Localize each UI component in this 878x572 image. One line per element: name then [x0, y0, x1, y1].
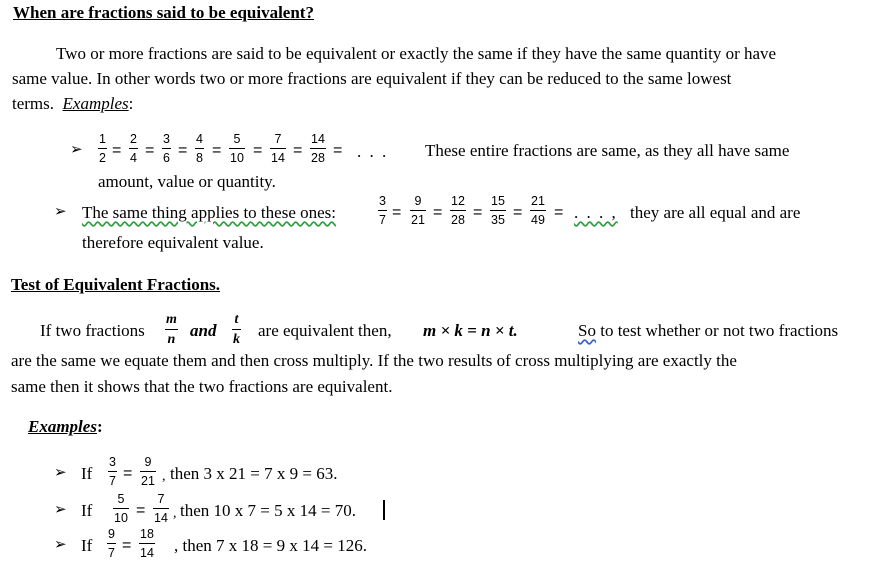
equals-sign: = [293, 142, 303, 159]
fraction [530, 195, 546, 226]
fraction [162, 133, 171, 164]
heading-equivalent-fractions: When are fractions said to be equivalent? [13, 3, 314, 22]
equals-sign: = [123, 465, 133, 482]
para2-prefix: If two fractions [40, 321, 145, 340]
ellipsis [574, 204, 618, 221]
numerator: m [166, 312, 177, 327]
numerator: t [234, 312, 239, 327]
denominator: 49 [531, 212, 545, 227]
denominator: 7 [109, 473, 116, 488]
fraction [98, 133, 107, 164]
heading-test-equivalent: Test of Equivalent Fractions. [11, 275, 221, 294]
numerator: 7 [274, 132, 282, 146]
bullet-arrow-icon: ➢ [54, 465, 67, 481]
equals-sign: = [473, 204, 483, 221]
equals-sign: = [136, 502, 146, 519]
equals-sign: = [333, 142, 343, 159]
denominator: 21 [141, 473, 155, 488]
examples-heading [28, 418, 103, 435]
numerator: 15 [491, 194, 505, 208]
denominator: 21 [411, 212, 425, 227]
equals-sign: = [178, 142, 188, 159]
para1-terms: terms. [12, 94, 55, 113]
comma: , [173, 506, 177, 521]
denominator: 28 [311, 150, 325, 165]
para2-line3: same then it shows that the two fractions are equivalent. [11, 377, 393, 396]
cross-multiply-formula: m × k = n × t. [423, 321, 518, 340]
numerator: 5 [233, 132, 241, 146]
numerator: 9 [108, 527, 115, 541]
ellipsis: . . . [357, 142, 389, 161]
para1-examples: Examples [62, 94, 129, 113]
fraction [490, 195, 506, 226]
para1-line1: Two or more fractions are said to be equivalent or exactly the same if they have the same quantity or have [56, 44, 777, 63]
fraction [107, 528, 116, 559]
fraction [113, 493, 129, 524]
denominator: k [233, 332, 240, 347]
numerator: 2 [130, 132, 137, 146]
example-result: then 3 x 21 = 7 x 9 = 63. [170, 464, 338, 483]
equals-sign: = [433, 204, 443, 221]
para2-so [578, 322, 838, 339]
bullet2-text-prefix [82, 204, 336, 221]
numerator: 12 [451, 194, 465, 208]
and-word: and [190, 321, 217, 340]
para1-line2: same value. In other words two or more fractions are equivalent if they can be reduced to the same lowest [12, 69, 732, 88]
denominator: 10 [230, 150, 244, 165]
fraction [310, 133, 326, 164]
numerator: 21 [531, 194, 545, 208]
equals-sign: = [212, 142, 222, 159]
numerator: 1 [99, 132, 106, 146]
fraction [139, 528, 155, 559]
para2-middle: are equivalent then, [258, 321, 392, 340]
fraction [140, 456, 156, 487]
bullet2-text-suffix: they are all equal and are [630, 203, 801, 222]
denominator: n [167, 332, 176, 347]
equals-sign: = [554, 204, 564, 221]
denominator: 7 [108, 545, 115, 560]
text-cursor [383, 500, 385, 520]
denominator: 8 [196, 150, 203, 165]
bullet-arrow-icon: ➢ [54, 537, 67, 553]
bullet-arrow-icon: ➢ [70, 142, 83, 158]
numerator: 4 [196, 132, 203, 146]
numerator: 5 [117, 492, 125, 506]
bullet1-text: These entire fractions are same, as they all have same [425, 141, 790, 160]
para2-rest: to test whether or not two fractions [600, 321, 839, 340]
fraction [378, 195, 387, 226]
equals-sign: = [145, 142, 155, 159]
numerator: 9 [414, 194, 422, 208]
bullet2-prefix-text: The same thing applies to these ones: [82, 203, 336, 222]
so-word: So [578, 321, 596, 340]
denominator: 4 [130, 150, 137, 165]
bullet-arrow-icon: ➢ [54, 502, 67, 518]
fraction [450, 195, 466, 226]
numerator: 3 [163, 132, 170, 146]
para1-line3 [12, 95, 133, 112]
para1-colon: : [128, 94, 134, 113]
numerator: 3 [379, 194, 386, 208]
denominator: 6 [163, 150, 170, 165]
comma: , [162, 469, 166, 484]
denominator: 14 [154, 510, 168, 525]
numerator: 7 [157, 492, 165, 506]
bullet-arrow-icon: ➢ [54, 204, 67, 220]
denominator: 7 [379, 212, 386, 227]
equals-sign: = [392, 204, 402, 221]
example-result: then 10 x 7 = 5 x 14 = 70. [180, 501, 356, 520]
denominator: 14 [140, 545, 154, 560]
ellipsis-text: . . . , [574, 203, 618, 222]
numerator: 18 [140, 527, 154, 541]
denominator: 35 [491, 212, 505, 227]
example-if: If [81, 501, 93, 520]
fraction-m-n [165, 313, 178, 347]
equals-sign: = [253, 142, 263, 159]
equals-sign: = [112, 142, 122, 159]
bullet2-text2: therefore equivalent value. [82, 233, 264, 252]
bullet1-text2: amount, value or quantity. [98, 172, 276, 191]
examples-heading-colon: : [96, 417, 103, 436]
fraction-t-k [232, 313, 241, 347]
numerator: 9 [144, 455, 152, 469]
equals-sign: = [122, 537, 132, 554]
denominator: 2 [99, 150, 106, 165]
denominator: 10 [114, 510, 128, 525]
fraction [410, 195, 426, 226]
fraction [153, 493, 169, 524]
fraction [108, 456, 117, 487]
example-result: , then 7 x 18 = 9 x 14 = 126. [174, 536, 367, 555]
equals-sign: = [513, 204, 523, 221]
example-if: If [81, 464, 93, 483]
fraction [229, 133, 245, 164]
denominator: 28 [451, 212, 465, 227]
denominator: 14 [271, 150, 285, 165]
fraction [195, 133, 204, 164]
fraction [270, 133, 286, 164]
para2-line2: are the same we equate them and then cross multiply. If the two results of cross multiplying are exactly the [11, 351, 737, 370]
example-if: If [81, 536, 93, 555]
examples-heading-text: Examples [28, 417, 97, 436]
numerator: 14 [311, 132, 325, 146]
fraction [129, 133, 138, 164]
numerator: 3 [109, 455, 116, 469]
